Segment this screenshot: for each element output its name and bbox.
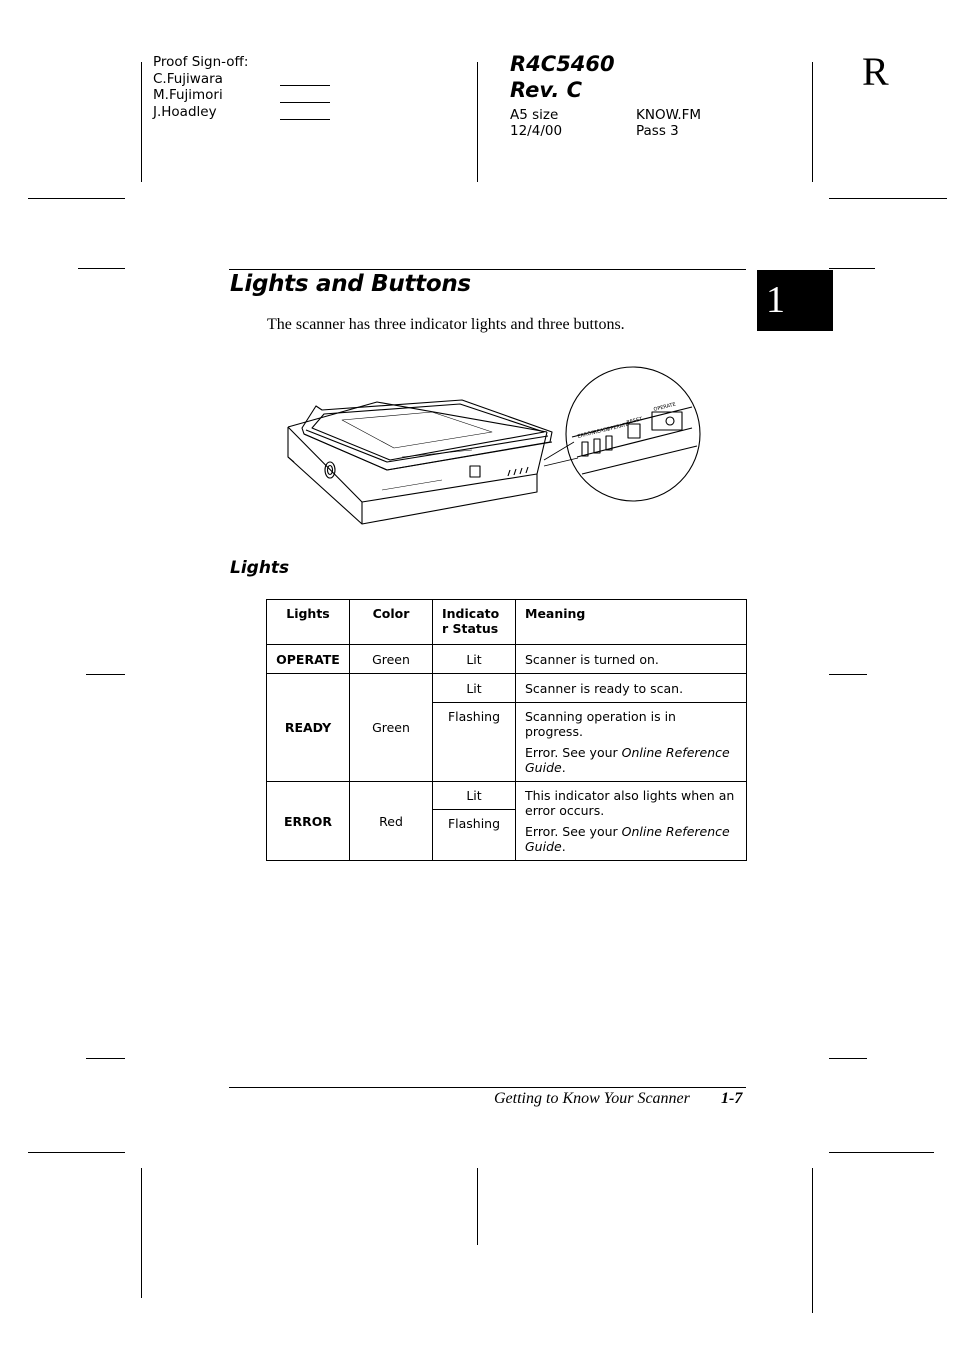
page-size: A5 size xyxy=(510,107,559,123)
section-rule xyxy=(229,269,746,270)
intro-text: The scanner has three indicator lights and three buttons. xyxy=(267,316,625,333)
scanner-illustration xyxy=(282,362,707,532)
pass-number: Pass 3 xyxy=(636,123,679,139)
panel-label: OPERATE xyxy=(606,421,630,433)
meaning-cell xyxy=(516,703,747,782)
meaning-text: This indicator also lights when an error occurs. xyxy=(525,788,735,818)
color-cell: Green xyxy=(350,674,433,782)
meaning-text: Error. See your Online Reference Guide. xyxy=(525,745,730,775)
revision: Rev. C xyxy=(510,78,583,102)
subsection-title: Lights xyxy=(230,558,290,578)
status-cell: Lit xyxy=(433,645,516,674)
proof-name: M.Fujimori xyxy=(153,87,223,103)
table-row xyxy=(267,674,747,703)
footer-rule xyxy=(229,1087,746,1088)
section-title: Lights and Buttons xyxy=(230,271,471,297)
light-error: ERROR xyxy=(267,782,350,861)
guide-reference: Online Reference Guide xyxy=(525,824,730,854)
meaning-cell: Scanner is turned on. xyxy=(516,645,747,674)
corner-letter: R xyxy=(862,49,889,94)
footer-chapter-title: Getting to Know Your Scanner xyxy=(494,1090,690,1107)
document-id xyxy=(510,51,615,103)
guide-reference: Online Reference Guide xyxy=(525,745,730,775)
status-cell: Lit xyxy=(433,782,516,810)
lights-table xyxy=(266,599,747,861)
model-number: R4C5460 xyxy=(510,52,615,76)
page-number: 1-7 xyxy=(721,1090,743,1107)
signature-line xyxy=(280,85,330,86)
file-name: KNOW.FM xyxy=(636,107,702,123)
table-row xyxy=(267,782,747,810)
proof-heading: Proof Sign-off: xyxy=(153,54,249,70)
panel-label: RESET xyxy=(626,416,644,426)
status-cell: Flashing xyxy=(433,810,516,861)
header-meaning: Meaning xyxy=(516,600,747,645)
chapter-tab: 1 xyxy=(757,270,833,331)
meaning-cell xyxy=(516,782,747,861)
panel-label: OPERATE xyxy=(653,401,677,413)
date: 12/4/00 xyxy=(510,123,563,139)
panel-label: READY xyxy=(593,426,611,436)
status-cell: Lit xyxy=(433,674,516,703)
signature-line xyxy=(280,102,330,103)
light-operate: OPERATE xyxy=(267,645,350,674)
meaning-cell: Scanner is ready to scan. xyxy=(516,674,747,703)
light-ready: READY xyxy=(267,674,350,782)
panel-label: ERROR xyxy=(577,429,596,440)
header-indicator-status: Indicato r Status xyxy=(433,600,516,645)
meaning-text: Error. See your Online Reference Guide. xyxy=(525,824,730,854)
proof-signoff xyxy=(153,54,248,120)
meaning-text: Scanning operation is in progress. xyxy=(525,709,676,739)
signature-line xyxy=(280,119,330,120)
color-cell: Green xyxy=(350,645,433,674)
proof-name: C.Fujiwara xyxy=(153,70,223,87)
header-lights: Lights xyxy=(267,600,350,645)
table-row xyxy=(267,645,747,674)
status-cell: Flashing xyxy=(433,703,516,782)
header-color: Color xyxy=(350,600,433,645)
table-header-row xyxy=(267,600,747,645)
color-cell: Red xyxy=(350,782,433,861)
proof-name: J.Hoadley xyxy=(153,103,217,120)
